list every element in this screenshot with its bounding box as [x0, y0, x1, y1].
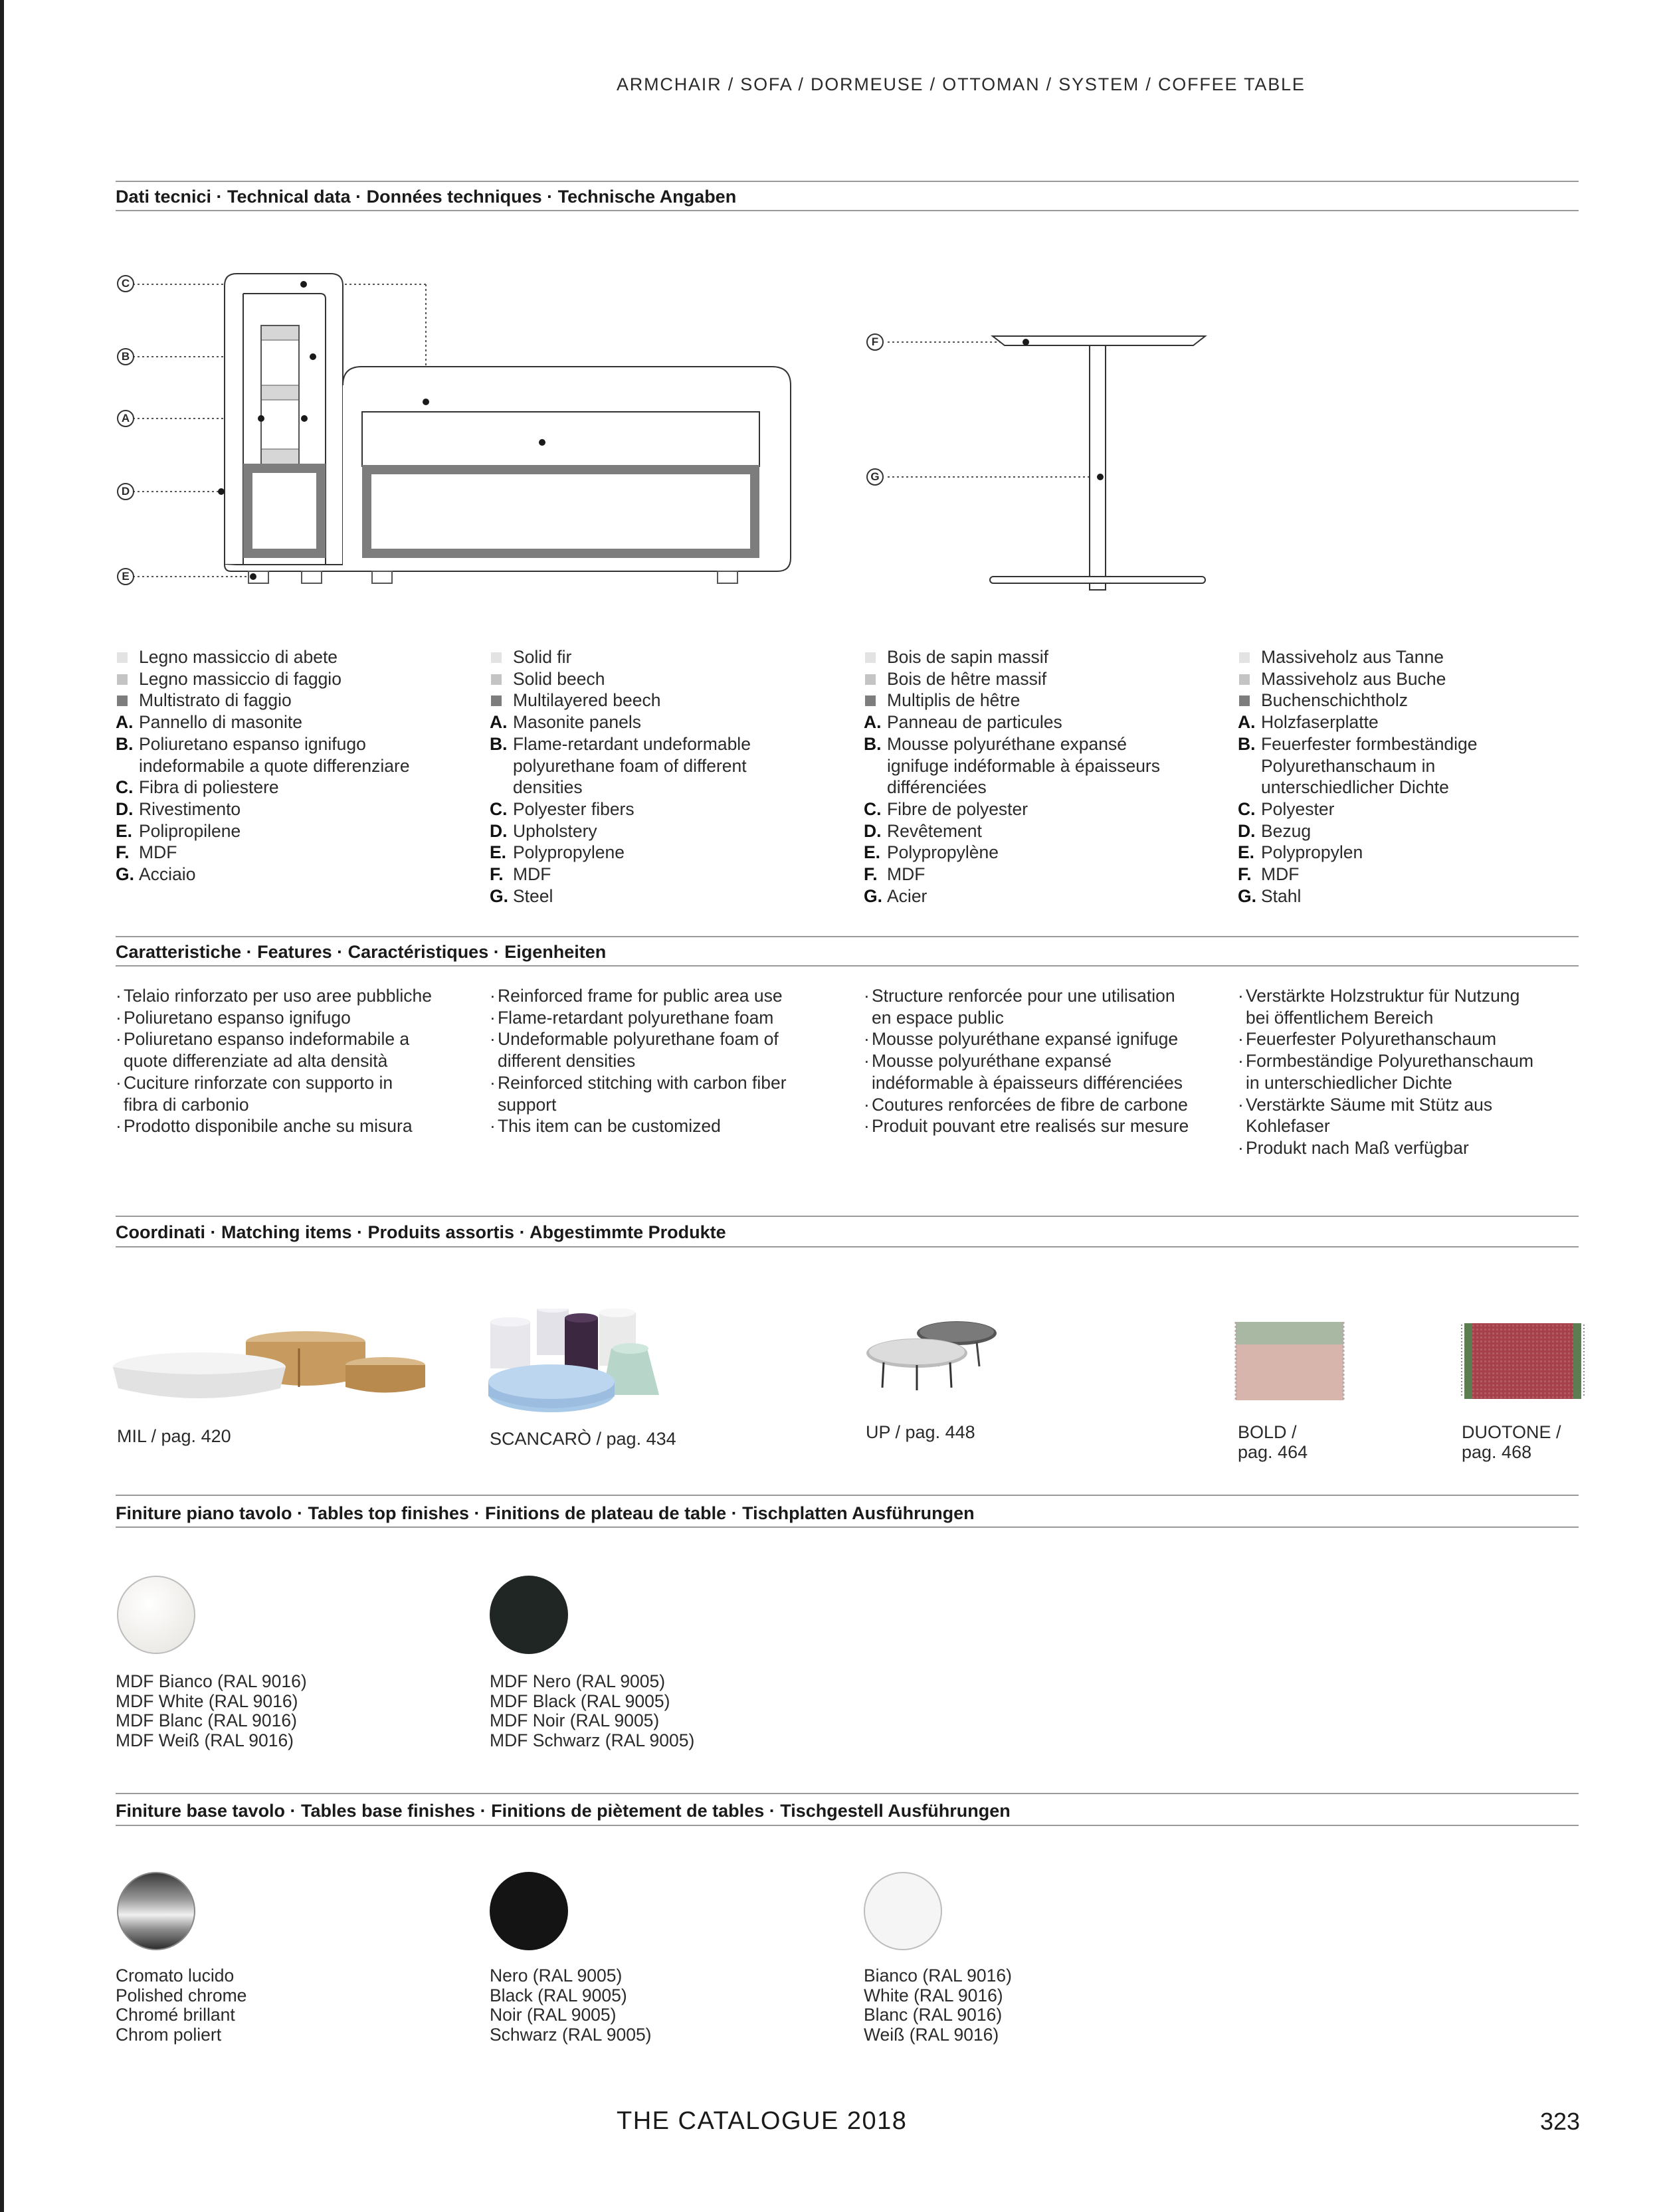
legend-part-a: A. Panneau de particules — [864, 712, 1062, 733]
legend-material: Solid fir — [490, 646, 848, 668]
finish-swatch-mdf-black[interactable] — [490, 1576, 568, 1654]
legend-part-g: G. Acciaio — [116, 864, 196, 885]
finish-caption-chrome: Cromato lucido Polished chrome Chromé brillant Chrom poliert — [116, 1966, 247, 2045]
legend-part-c: C. Polyester fibers — [490, 798, 634, 819]
swatch-multilayer — [1239, 695, 1250, 706]
swatch-fir — [1239, 652, 1250, 663]
matching-caption-up[interactable]: UP / pag. 448 — [866, 1422, 975, 1442]
feature-item: · Flame-retardant polyurethane foam — [490, 1007, 835, 1029]
legend-part-d: D. Rivestimento — [116, 798, 241, 819]
swatch-beech — [865, 674, 876, 685]
finish-caption-black: Nero (RAL 9005) Black (RAL 9005) Noir (RAL 9005) Schwarz (RAL 9005) — [490, 1966, 652, 2045]
matching-caption-bold[interactable]: BOLD / pag. 464 — [1238, 1422, 1308, 1462]
legend-part-b-cont: unterschiedlicher Dichte — [1261, 777, 1449, 798]
rule — [116, 1825, 1579, 1826]
legend-part-e: E. Polypropylène — [864, 842, 999, 863]
rule — [116, 1216, 1579, 1217]
legend-part-e: E. Polypropylene — [490, 842, 625, 863]
rule — [116, 1246, 1579, 1247]
feature-item: · Poliuretano espanso indeformabile a quote differenziate ad alta densità — [116, 1028, 461, 1071]
feature-item: · Verstärkte Säume mit Stütz aus Kohlefaser — [1238, 1094, 1583, 1137]
legend-part-b-cont: Polyurethanschaum in — [1261, 755, 1436, 776]
feature-item: · Coutures renforcées de fibre de carbone — [864, 1094, 1209, 1116]
legend-part-f: F. MDF — [490, 864, 551, 885]
feature-item: · Produkt nach Maß verfügbar — [1238, 1137, 1583, 1159]
swatch-beech — [117, 674, 128, 685]
legend-part-g: G. Stahl — [1238, 885, 1302, 906]
rule — [116, 936, 1579, 937]
legend-part-a: A. Holzfaserplatte — [1238, 712, 1379, 733]
section-title-base-finishes: Finiture base tavolo · Tables base finishes · Finitions de piètement de tables · Tischgestell Ausführungen — [116, 1801, 1011, 1821]
swatch-fir — [491, 652, 502, 663]
legend-part-b: B. Flame-retardant undeformable — [490, 733, 751, 754]
section-title-technical: Dati tecnici · Technical data · Données techniques · Technische Angaben — [116, 187, 737, 207]
rule — [116, 210, 1579, 211]
page-edge — [0, 0, 4, 2212]
features-col-en — [490, 985, 835, 1137]
swatch-fir — [865, 652, 876, 663]
diagram-label-f: F — [866, 333, 884, 351]
finish-caption-mdf-black: MDF Nero (RAL 9005) MDF Black (RAL 9005) MDF Noir (RAL 9005) MDF Schwarz (RAL 9005) — [490, 1671, 695, 1750]
legend-material: Massiveholz aus Tanne — [1238, 646, 1597, 668]
legend-material: Massiveholz aus Buche — [1238, 668, 1597, 690]
feature-item: · Mousse polyuréthane expansé ignifuge — [864, 1028, 1209, 1050]
matching-caption-mil[interactable]: MIL / pag. 420 — [117, 1426, 231, 1446]
legend-material: Legno massiccio di faggio — [116, 668, 474, 690]
legend-col-de — [1238, 646, 1597, 907]
feature-item: · Poliuretano espanso ignifugo — [116, 1007, 461, 1029]
legend-part-g: G. Acier — [864, 885, 927, 906]
legend-part-b-cont: polyurethane foam of different — [513, 755, 747, 776]
scancaro-product-image[interactable] — [485, 1309, 671, 1422]
legend-col-fr — [864, 646, 1222, 907]
feature-item: · Undeformable polyurethane foam of different densities — [490, 1028, 835, 1071]
footer-catalogue-title: THE CATALOGUE 2018 — [617, 2107, 908, 2135]
legend-part-b-cont: différenciées — [887, 777, 987, 798]
section-title-features: Caratteristiche · Features · Caractéristiques · Eigenheiten — [116, 942, 607, 962]
diagram-label-g: G — [866, 468, 884, 486]
swatch-beech — [1239, 674, 1250, 685]
feature-item: · Reinforced stitching with carbon fiber support — [490, 1072, 835, 1115]
legend-part-d: D. Revêtement — [864, 820, 982, 841]
legend-material: Multiplis de hêtre — [864, 690, 1222, 711]
rule — [116, 181, 1579, 182]
swatch-multilayer — [117, 695, 128, 706]
swatch-fir — [117, 652, 128, 663]
legend-material: Multilayered beech — [490, 690, 848, 711]
mil-product-image[interactable] — [113, 1315, 425, 1408]
diagram-label-a: A — [117, 410, 134, 427]
legend-part-g: G. Steel — [490, 885, 553, 906]
legend-col-it — [116, 646, 474, 885]
legend-part-f: F. MDF — [1238, 864, 1300, 885]
feature-item: · Formbeständige Polyurethanschaum in unterschiedlicher Dichte — [1238, 1050, 1583, 1093]
feature-item: · Reinforced frame for public area use — [490, 985, 835, 1007]
rule — [116, 1495, 1579, 1496]
legend-material: Legno massiccio di abete — [116, 646, 474, 668]
finish-swatch-black[interactable] — [490, 1872, 568, 1950]
matching-caption-scancaro[interactable]: SCANCARÒ / pag. 434 — [490, 1429, 676, 1449]
legend-part-a: A. Masonite panels — [490, 712, 641, 733]
legend-part-d: D. Upholstery — [490, 820, 597, 841]
legend-part-f: F. MDF — [116, 842, 177, 863]
feature-item: · Feuerfester Polyurethanschaum — [1238, 1028, 1583, 1050]
legend-part-e: E. Polypropylen — [1238, 842, 1363, 863]
feature-item: · Verstärkte Holzstruktur für Nutzung bei öffentlichem Bereich — [1238, 985, 1583, 1028]
feature-item: · Cuciture rinforzate con supporto in fibra di carbonio — [116, 1072, 461, 1115]
legend-material: Solid beech — [490, 668, 848, 690]
legend-material: Bois de sapin massif — [864, 646, 1222, 668]
legend-part-c: C. Fibre de polyester — [864, 798, 1028, 819]
legend-part-b: B. Mousse polyuréthane expansé — [864, 733, 1127, 754]
legend-part-e: E. Polipropilene — [116, 820, 241, 841]
swatch-multilayer — [865, 695, 876, 706]
table-diagram — [864, 325, 1236, 604]
finish-swatch-mdf-white[interactable] — [117, 1576, 195, 1654]
page-number: 323 — [1540, 2108, 1581, 2135]
legend-col-en — [490, 646, 848, 907]
sofa-section-diagram — [106, 259, 797, 604]
legend-part-c: C. Polyester — [1238, 798, 1335, 819]
legend-part-f: F. MDF — [864, 864, 926, 885]
legend-part-b-cont: indeformabile a quote differenziare — [139, 755, 410, 776]
finish-caption-mdf-white: MDF Bianco (RAL 9016) MDF White (RAL 9016) MDF Blanc (RAL 9016) MDF Weiß (RAL 9016) — [116, 1671, 307, 1750]
legend-part-b: B. Poliuretano espanso ignifugo — [116, 733, 366, 754]
feature-item: · Produit pouvant etre realisés sur mesure — [864, 1115, 1209, 1137]
legend-material: Buchenschichtholz — [1238, 690, 1597, 711]
diagram-label-b: B — [117, 348, 134, 365]
category-nav: ARMCHAIR / SOFA / DORMEUSE / OTTOMAN / SYSTEM / COFFEE TABLE — [617, 74, 1306, 94]
section-title-matching: Coordinati · Matching items · Produits assortis · Abgestimmte Produkte — [116, 1222, 726, 1242]
legend-part-b-cont: ignifuge indéformable à épaisseurs — [887, 755, 1161, 776]
finish-caption-white: Bianco (RAL 9016) White (RAL 9016) Blanc (RAL 9016) Weiß (RAL 9016) — [864, 1966, 1012, 2045]
features-col-it — [116, 985, 461, 1137]
feature-item: · Structure renforcée pour une utilisation en espace public — [864, 985, 1209, 1028]
up-product-image[interactable] — [864, 1319, 1017, 1392]
legend-material: Multistrato di faggio — [116, 690, 474, 711]
feature-item: · Telaio rinforzato per uso aree pubbliche — [116, 985, 461, 1007]
finish-swatch-chrome[interactable] — [117, 1872, 195, 1950]
legend-part-b-cont: densities — [513, 777, 583, 798]
legend-material: Bois de hêtre massif — [864, 668, 1222, 690]
features-col-de — [1238, 985, 1583, 1159]
finish-swatch-white[interactable] — [864, 1872, 942, 1950]
section-title-top-finishes: Finiture piano tavolo · Tables top finishes · Finitions de plateau de table · Tischplatten Ausführungen — [116, 1503, 975, 1523]
diagram-label-e: E — [117, 568, 134, 585]
rule — [116, 1526, 1579, 1528]
legend-part-d: D. Bezug — [1238, 820, 1312, 841]
matching-caption-duotone[interactable]: DUOTONE / pag. 468 — [1462, 1422, 1561, 1462]
rule — [116, 1793, 1579, 1794]
legend-part-a: A. Pannello di masonite — [116, 712, 303, 733]
bold-product-image[interactable] — [1234, 1321, 1347, 1404]
rule — [116, 965, 1579, 967]
legend-part-b: B. Feuerfester formbeständige — [1238, 733, 1478, 754]
feature-item: · Prodotto disponibile anche su misura — [116, 1115, 461, 1137]
duotone-product-image[interactable] — [1460, 1321, 1587, 1404]
feature-item: · This item can be customized — [490, 1115, 835, 1137]
feature-item: · Mousse polyuréthane expansé indéformable à épaisseurs différenciées — [864, 1050, 1209, 1093]
legend-part-c: C. Fibra di poliestere — [116, 777, 279, 798]
swatch-multilayer — [491, 695, 502, 706]
diagram-label-c: C — [117, 275, 134, 292]
features-col-fr — [864, 985, 1209, 1137]
diagram-label-d: D — [117, 483, 134, 500]
swatch-beech — [491, 674, 502, 685]
